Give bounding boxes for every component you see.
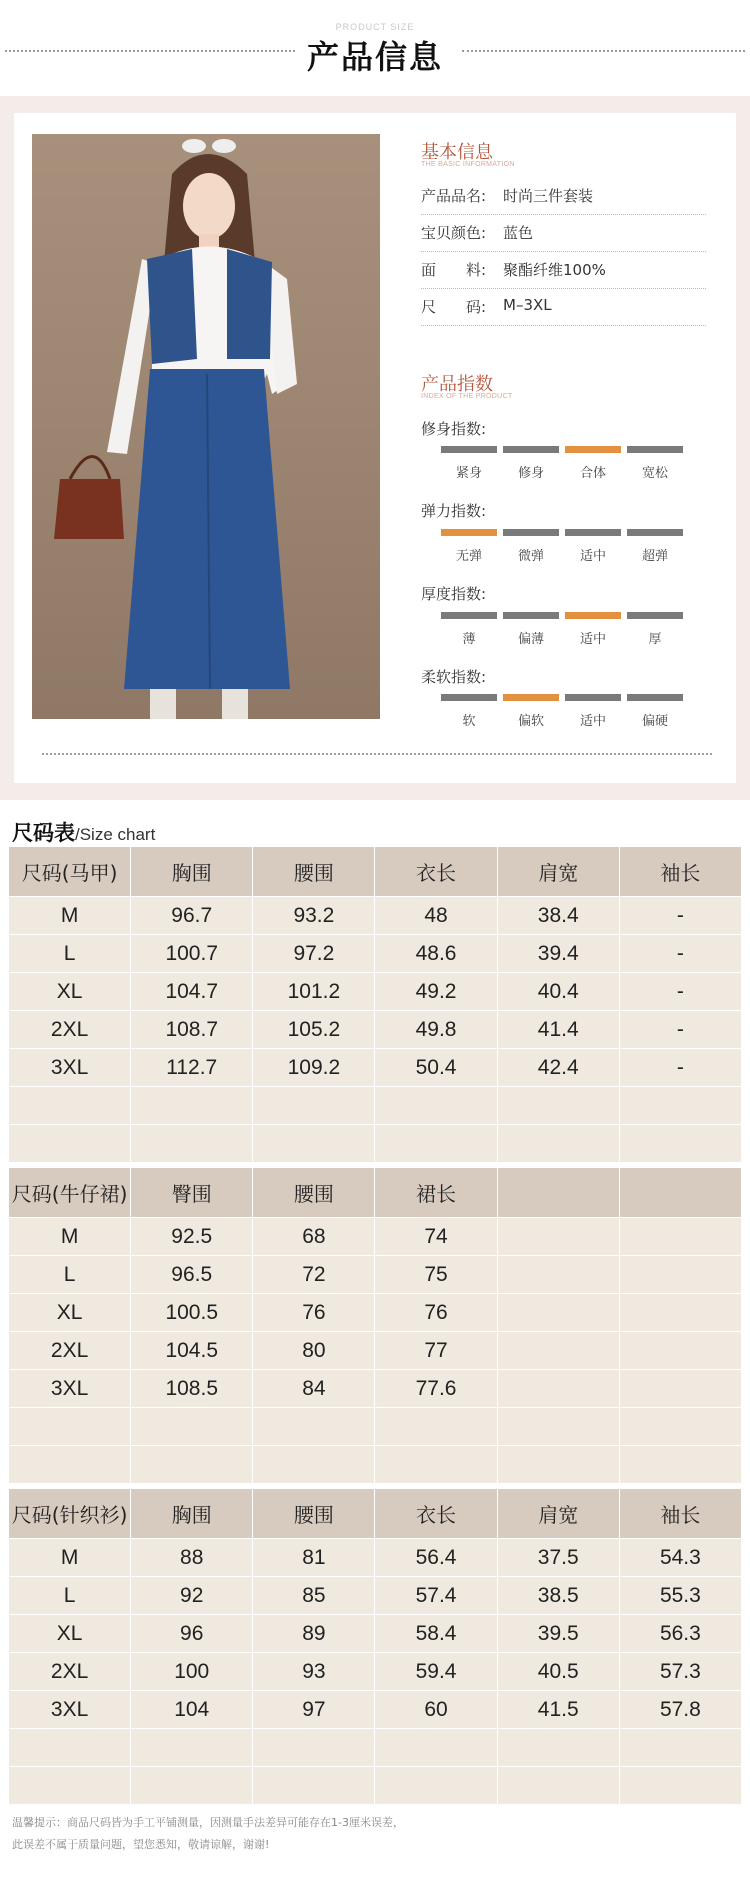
table-header-row [9, 1168, 742, 1218]
table-cell: 109.2 [253, 1049, 375, 1087]
table-cell: 49.2 [375, 973, 497, 1011]
index-bar [503, 612, 559, 619]
table-cell: 48.6 [375, 935, 497, 973]
table-cell: M [9, 1218, 131, 1256]
table-header-cell: 腰围 [253, 1489, 375, 1539]
table-cell: - [619, 897, 741, 935]
size-chart-title-en: /Size chart [75, 825, 156, 844]
index-option: 无弹 [455, 549, 482, 564]
table-cell [619, 1370, 741, 1408]
table-row-empty [9, 1729, 742, 1767]
table-header-row [9, 847, 742, 897]
table-row [9, 973, 742, 1011]
table-cell [497, 1125, 619, 1163]
index-bar [441, 694, 497, 701]
table-cell [619, 1125, 741, 1163]
section-header [0, 0, 750, 96]
table-row-empty [9, 1408, 742, 1446]
index-bar [441, 446, 497, 453]
table-cell: 76 [253, 1294, 375, 1332]
table-cell: M [9, 1539, 131, 1577]
index-bar [565, 694, 621, 701]
table-cell: 88 [131, 1539, 253, 1577]
table-cell: 81 [253, 1539, 375, 1577]
index-label-stretch: 弹力指数: [421, 502, 487, 520]
table-cell: L [9, 1256, 131, 1294]
table-header-cell: 衣长 [375, 1489, 497, 1539]
table-cell: 41.5 [497, 1691, 619, 1729]
table-header-cell: 尺码(马甲) [9, 847, 131, 897]
table-row-empty [9, 1125, 742, 1163]
table-row [9, 1615, 742, 1653]
index-option: 偏软 [517, 714, 544, 729]
table-cell: 3XL [9, 1049, 131, 1087]
table-header-cell: 袖长 [619, 847, 741, 897]
table-header-cell: 胸围 [131, 1489, 253, 1539]
table-cell: 108.7 [131, 1011, 253, 1049]
table-cell: - [619, 1011, 741, 1049]
table-cell [497, 1767, 619, 1805]
table-cell: 104.5 [131, 1332, 253, 1370]
table-cell: L [9, 935, 131, 973]
size-chart-title [12, 817, 155, 847]
table-cell: 84 [253, 1370, 375, 1408]
table-cell: 77.6 [375, 1370, 497, 1408]
table-header-cell: 腰围 [253, 1168, 375, 1218]
index-option: 紧身 [455, 466, 482, 481]
table-cell: 72 [253, 1256, 375, 1294]
table-cell: 85 [253, 1577, 375, 1615]
table-cell: 40.5 [497, 1653, 619, 1691]
table-cell [375, 1729, 497, 1767]
table-cell: XL [9, 1294, 131, 1332]
table-row-empty [9, 1767, 742, 1805]
table-cell [619, 1294, 741, 1332]
table-cell: - [619, 1049, 741, 1087]
table-cell: 60 [375, 1691, 497, 1729]
table-row [9, 1049, 742, 1087]
size-table-denim-skirt [8, 1167, 742, 1484]
info-row-name [421, 178, 706, 215]
table-cell: 100.7 [131, 935, 253, 973]
index-option: 软 [462, 714, 476, 729]
divider-right [462, 50, 745, 52]
table-cell: 80 [253, 1332, 375, 1370]
table-cell [619, 1256, 741, 1294]
table-cell [375, 1446, 497, 1484]
table-cell [619, 1218, 741, 1256]
index-option: 偏薄 [517, 632, 544, 647]
footnote-line-1: 温馨提示：商品尺码皆为手工平铺测量，因测量手法差异可能存在1-3厘米误差， [12, 1816, 404, 1829]
table-cell [619, 1767, 741, 1805]
table-cell: 58.4 [375, 1615, 497, 1653]
table-cell: 68 [253, 1218, 375, 1256]
table-cell: 3XL [9, 1370, 131, 1408]
table-header-cell: 裙长 [375, 1168, 497, 1218]
table-cell [619, 1332, 741, 1370]
table-cell: 108.5 [131, 1370, 253, 1408]
info-value: 聚酯纤维100% [503, 261, 606, 279]
table-row-empty [9, 1446, 742, 1484]
table-cell [497, 1294, 619, 1332]
table-cell: 2XL [9, 1332, 131, 1370]
table-cell: 50.4 [375, 1049, 497, 1087]
table-cell: 56.3 [619, 1615, 741, 1653]
table-cell [497, 1729, 619, 1767]
index-bar-selected [441, 529, 497, 536]
table-cell: 3XL [9, 1691, 131, 1729]
index-title: 产品指数 [421, 374, 493, 395]
table-cell: 74 [375, 1218, 497, 1256]
size-table-vest [8, 846, 742, 1163]
index-option: 适中 [579, 549, 606, 564]
index-option: 适中 [579, 714, 606, 729]
table-row [9, 1256, 742, 1294]
index-bar [627, 612, 683, 619]
table-cell: 59.4 [375, 1653, 497, 1691]
index-bars-thickness [441, 612, 691, 652]
header-subtitle: PRODUCT SIZE [335, 22, 415, 32]
table-cell: 57.4 [375, 1577, 497, 1615]
table-row [9, 1011, 742, 1049]
table-cell: 57.8 [619, 1691, 741, 1729]
footnote-line-2: 此误差不属于质量问题，望您悉知，敬请谅解，谢谢! [12, 1838, 270, 1851]
table-cell: 97.2 [253, 935, 375, 973]
table-cell [9, 1408, 131, 1446]
table-cell [9, 1767, 131, 1805]
table-cell: 48 [375, 897, 497, 935]
table-cell: 37.5 [497, 1539, 619, 1577]
table-cell [375, 1087, 497, 1125]
index-bar [627, 529, 683, 536]
table-cell: 104 [131, 1691, 253, 1729]
table-cell: 93.2 [253, 897, 375, 935]
table-cell [375, 1408, 497, 1446]
table-header-cell: 袖长 [619, 1489, 741, 1539]
table-cell [253, 1446, 375, 1484]
table-header-cell: 肩宽 [497, 1489, 619, 1539]
table-cell [497, 1332, 619, 1370]
table-cell: 97 [253, 1691, 375, 1729]
table-row [9, 935, 742, 973]
table-header-cell: 肩宽 [497, 847, 619, 897]
table-cell [253, 1408, 375, 1446]
table-cell: 38.4 [497, 897, 619, 935]
table-cell [131, 1446, 253, 1484]
table-cell: 112.7 [131, 1049, 253, 1087]
table-cell: 100.5 [131, 1294, 253, 1332]
table-cell: 89 [253, 1615, 375, 1653]
table-cell [497, 1446, 619, 1484]
table-cell: XL [9, 1615, 131, 1653]
table-cell [131, 1087, 253, 1125]
info-key: 尺 码: [421, 298, 487, 316]
size-chart-title-cn: 尺码表 [12, 821, 75, 845]
table-header-cell [619, 1168, 741, 1218]
page-title: 产品信息 [306, 38, 443, 76]
info-row-color [421, 215, 706, 252]
table-cell [131, 1729, 253, 1767]
table-header-cell: 衣长 [375, 847, 497, 897]
panel-divider [42, 753, 712, 755]
index-subtitle: INDEX OF THE PRODUCT [421, 393, 513, 400]
index-label-softness: 柔软指数: [421, 668, 487, 686]
table-cell: - [619, 935, 741, 973]
info-value: M–3XL [503, 296, 552, 314]
table-cell: 96.7 [131, 897, 253, 935]
table-header-cell: 臀围 [131, 1168, 253, 1218]
table-cell: 49.8 [375, 1011, 497, 1049]
table-cell [9, 1125, 131, 1163]
index-label-fit: 修身指数: [421, 420, 487, 438]
table-header-cell: 尺码(牛仔裙) [9, 1168, 131, 1218]
table-cell: 39.4 [497, 935, 619, 973]
table-cell [253, 1087, 375, 1125]
table-cell: 55.3 [619, 1577, 741, 1615]
index-option: 偏硬 [641, 714, 668, 729]
index-option: 适中 [579, 632, 606, 647]
table-cell [253, 1125, 375, 1163]
index-option: 合体 [579, 466, 606, 481]
table-cell: 38.5 [497, 1577, 619, 1615]
index-bars-stretch [441, 529, 691, 569]
index-option: 超弹 [641, 549, 668, 564]
table-cell [619, 1729, 741, 1767]
index-bar [565, 529, 621, 536]
info-key: 面 料: [421, 261, 487, 279]
table-cell: 101.2 [253, 973, 375, 1011]
index-bar [503, 529, 559, 536]
table-cell: M [9, 897, 131, 935]
table-cell [9, 1729, 131, 1767]
table-cell: 100 [131, 1653, 253, 1691]
index-option: 修身 [517, 466, 544, 481]
table-cell: 2XL [9, 1011, 131, 1049]
table-cell: 96 [131, 1615, 253, 1653]
table-cell [375, 1125, 497, 1163]
table-cell: 42.4 [497, 1049, 619, 1087]
index-option: 宽松 [641, 466, 668, 481]
table-cell: 105.2 [253, 1011, 375, 1049]
index-bar-selected [565, 612, 621, 619]
table-cell: 104.7 [131, 973, 253, 1011]
table-cell [619, 1408, 741, 1446]
info-key: 宝贝颜色: [421, 224, 487, 242]
table-cell: 76 [375, 1294, 497, 1332]
index-bars-fit [441, 446, 691, 486]
table-header-cell: 胸围 [131, 847, 253, 897]
table-row [9, 897, 742, 935]
table-row [9, 1577, 742, 1615]
table-cell [497, 1370, 619, 1408]
table-cell [497, 1408, 619, 1446]
table-row [9, 1218, 742, 1256]
table-cell: XL [9, 973, 131, 1011]
index-bar [503, 446, 559, 453]
index-option: 厚 [648, 632, 662, 647]
table-cell: 56.4 [375, 1539, 497, 1577]
table-cell: 75 [375, 1256, 497, 1294]
table-cell: 96.5 [131, 1256, 253, 1294]
table-cell: 2XL [9, 1653, 131, 1691]
table-cell: 54.3 [619, 1539, 741, 1577]
table-cell [619, 1087, 741, 1125]
table-header-cell [497, 1168, 619, 1218]
table-cell: 77 [375, 1332, 497, 1370]
table-cell: 57.3 [619, 1653, 741, 1691]
table-row [9, 1539, 742, 1577]
table-row [9, 1653, 742, 1691]
table-cell: L [9, 1577, 131, 1615]
table-cell: 92.5 [131, 1218, 253, 1256]
table-cell: 41.4 [497, 1011, 619, 1049]
table-cell [253, 1767, 375, 1805]
index-option: 微弹 [517, 549, 544, 564]
index-bar-selected [503, 694, 559, 701]
table-cell [375, 1767, 497, 1805]
table-cell [131, 1125, 253, 1163]
info-row-size [421, 289, 706, 326]
table-header-cell: 腰围 [253, 847, 375, 897]
table-cell: - [619, 973, 741, 1011]
info-value: 蓝色 [503, 224, 534, 242]
table-cell [497, 1218, 619, 1256]
table-cell [131, 1767, 253, 1805]
product-photo [32, 134, 380, 719]
table-cell: 39.5 [497, 1615, 619, 1653]
table-header-row [9, 1489, 742, 1539]
index-bar-selected [565, 446, 621, 453]
size-table-knit-top [8, 1488, 742, 1805]
table-header-cell: 尺码(针织衫) [9, 1489, 131, 1539]
index-option: 薄 [462, 632, 476, 647]
index-bar [627, 694, 683, 701]
table-cell [497, 1256, 619, 1294]
table-cell: 92 [131, 1577, 253, 1615]
table-cell [253, 1729, 375, 1767]
index-bar [627, 446, 683, 453]
table-row [9, 1691, 742, 1729]
info-row-fabric [421, 252, 706, 289]
basic-info-title: 基本信息 [421, 142, 493, 163]
table-cell: 93 [253, 1653, 375, 1691]
index-label-thickness: 厚度指数: [421, 585, 487, 603]
table-cell [9, 1446, 131, 1484]
table-row [9, 1370, 742, 1408]
table-cell [619, 1446, 741, 1484]
table-cell [9, 1087, 131, 1125]
table-row [9, 1332, 742, 1370]
info-key: 产品品名: [421, 187, 487, 205]
model-illustration [32, 134, 380, 719]
table-row-empty [9, 1087, 742, 1125]
basic-info-subtitle: THE BASIC INFORMATION [421, 161, 515, 168]
table-cell [497, 1087, 619, 1125]
index-bars-softness [441, 694, 691, 734]
index-bar [441, 612, 497, 619]
table-cell [131, 1408, 253, 1446]
info-value: 时尚三件套装 [503, 187, 594, 205]
table-cell: 40.4 [497, 973, 619, 1011]
table-row [9, 1294, 742, 1332]
